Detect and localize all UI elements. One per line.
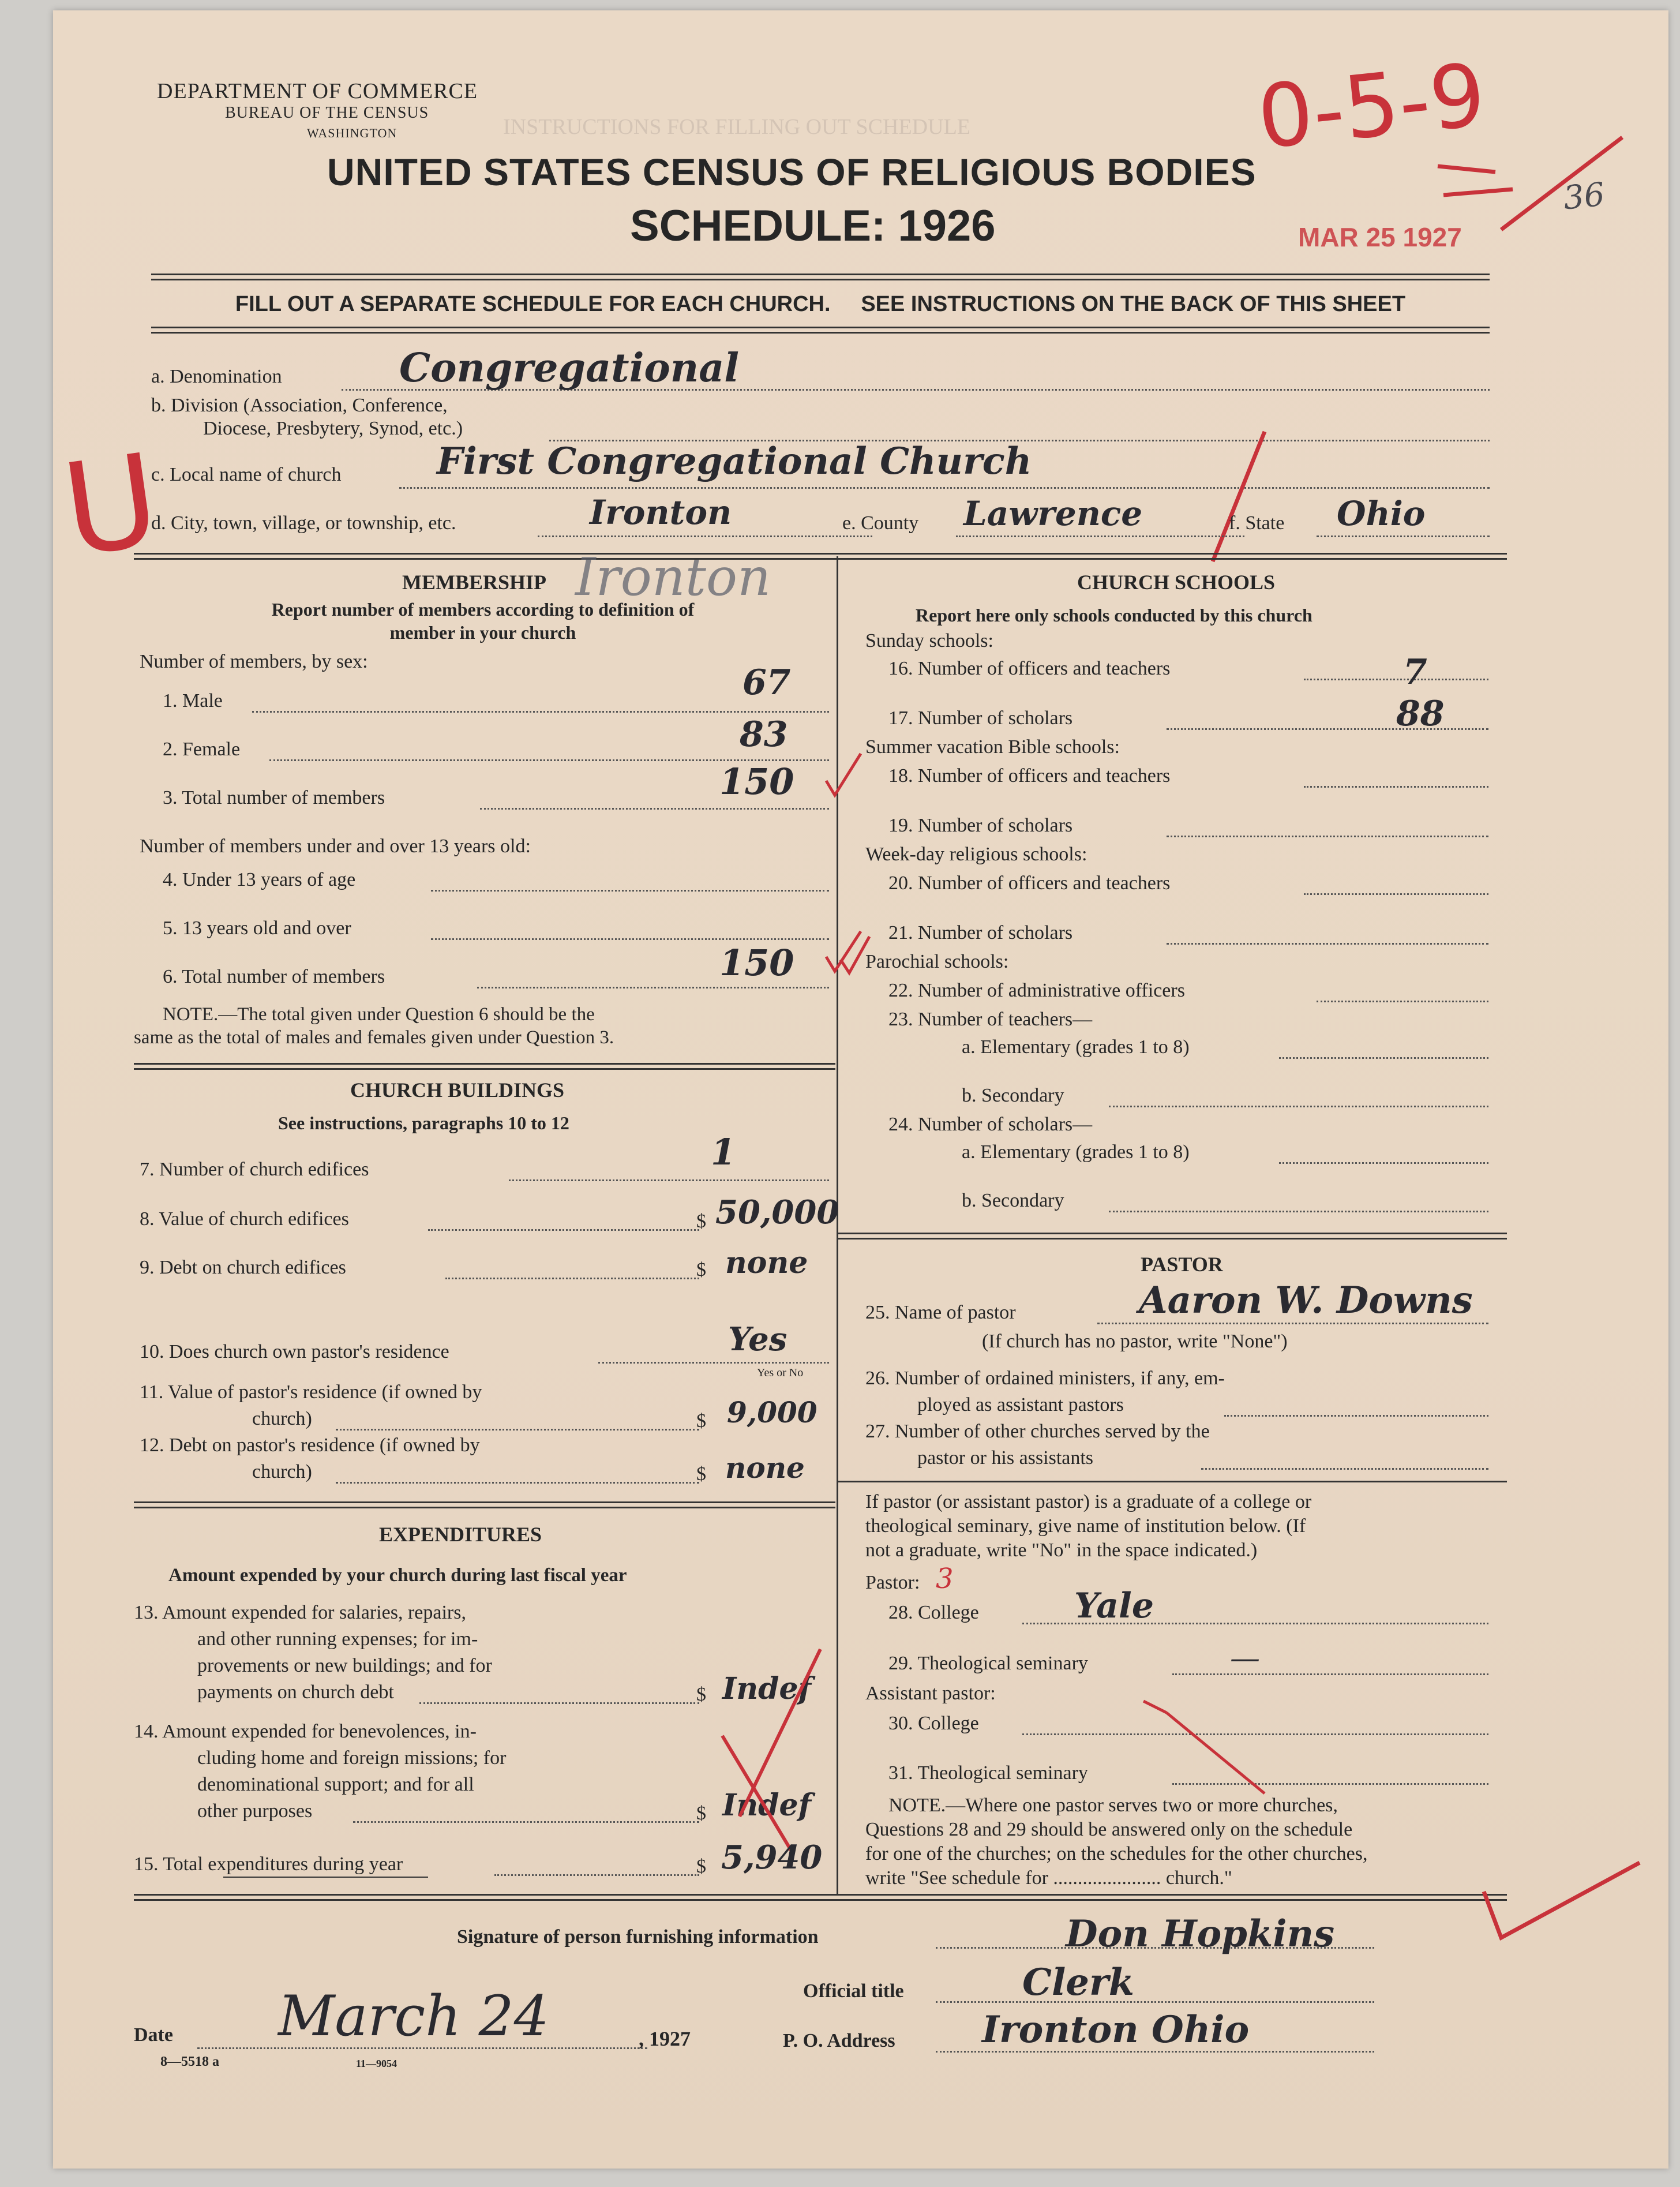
graduate-note-2: theological seminary, give name of institution below. (If	[865, 1515, 1306, 1537]
q1-line	[252, 711, 829, 713]
q9-label: 9. Debt on church edifices	[140, 1257, 346, 1278]
q16-value[interactable]: 7	[1403, 652, 1427, 692]
q27-label-1: 27. Number of other churches served by the	[865, 1421, 1210, 1442]
membership-rule	[134, 1063, 835, 1070]
official-title-label: Official title	[803, 1980, 904, 2002]
q14-label-3: denominational support; and for all	[197, 1774, 474, 1795]
q21-line	[1167, 943, 1488, 945]
q17-label: 17. Number of scholars	[888, 707, 1073, 729]
membership-sub-2: member in your church	[389, 622, 576, 643]
po-address-label: P. O. Address	[783, 2030, 895, 2051]
q4-label: 4. Under 13 years of age	[163, 869, 356, 890]
q20-line	[1304, 893, 1488, 895]
q22-line	[1317, 1001, 1488, 1002]
weekday-schools-label: Week-day religious schools:	[865, 844, 1088, 865]
q3-value[interactable]: 150	[719, 761, 794, 803]
pastor-note-4: write "See schedule for ...................... church."	[865, 1867, 1232, 1889]
q2-value[interactable]: 83	[740, 714, 788, 755]
q14-label-1: 14. Amount expended for benevolences, in-	[134, 1721, 477, 1742]
q5-label: 5. 13 years old and over	[163, 918, 351, 939]
q14-value[interactable]: Indef	[722, 1788, 811, 1823]
q12-dollar: $	[696, 1463, 706, 1485]
q1-label: 1. Male	[163, 690, 223, 711]
q14-label-4: other purposes	[197, 1800, 313, 1822]
q23b-label: b. Secondary	[962, 1085, 1064, 1106]
q26-label-1: 26. Number of ordained ministers, if any, em-	[865, 1368, 1225, 1389]
denomination-value[interactable]: Congregational	[399, 345, 740, 391]
q12-label-2: church)	[252, 1461, 312, 1482]
q5-line	[431, 938, 829, 940]
red-check-signature	[1478, 1851, 1651, 1955]
q30-label: 30. College	[888, 1713, 979, 1734]
q10-label: 10. Does church own pastor's residence	[140, 1341, 449, 1362]
q2-label: 2. Female	[163, 739, 241, 760]
pastor-red-mark: 3	[936, 1563, 954, 1595]
q27-label-2: pastor or his assistants	[917, 1447, 1094, 1469]
q24b-label: b. Secondary	[962, 1190, 1064, 1211]
q13-value[interactable]: Indef	[722, 1671, 811, 1706]
date-value[interactable]: March 24	[278, 1984, 549, 2049]
expenditures-heading: EXPENDITURES	[379, 1523, 542, 1546]
q13-dollar: $	[696, 1684, 706, 1705]
q17-value[interactable]: 88	[1396, 694, 1445, 734]
q25-value[interactable]: Aaron W. Downs	[1139, 1279, 1473, 1322]
state-line	[1317, 535, 1490, 537]
denomination-label: a. Denomination	[151, 366, 282, 387]
q8-value[interactable]: 50,000	[715, 1193, 839, 1231]
bleed-through-title: INSTRUCTIONS FOR FILLING OUT SCHEDULE	[503, 115, 970, 139]
q8-line	[428, 1229, 699, 1231]
parochial-schools-label: Parochial schools:	[865, 951, 1009, 972]
red-slash-mark	[1195, 426, 1276, 570]
schools-sub: Report here only schools conducted by this church	[916, 605, 1312, 626]
red-x-strike	[705, 1643, 855, 1863]
q15-dollar: $	[696, 1856, 706, 1877]
q23a-line	[1279, 1057, 1488, 1059]
q26-label-2: ployed as assistant pastors	[917, 1394, 1124, 1415]
q24a-line	[1279, 1162, 1488, 1164]
graduate-note-1: If pastor (or assistant pastor) is a graduate of a college or	[865, 1491, 1312, 1512]
red-strike-assistant	[1138, 1695, 1288, 1799]
q14-dollar: $	[696, 1803, 706, 1824]
instruction-line: FILL OUT A SEPARATE SCHEDULE FOR EACH CHURCH. SEE INSTRUCTIONS ON THE BACK OF THIS SHEET	[235, 292, 1406, 316]
q23a-label: a. Elementary (grades 1 to 8)	[962, 1036, 1190, 1058]
q15-underline	[223, 1877, 428, 1878]
division-label-1: b. Division (Association, Conference,	[151, 395, 448, 416]
expenditures-sub: Amount expended by your church during last fiscal year	[168, 1565, 627, 1586]
print-number: 11—9054	[356, 2058, 397, 2069]
q12-line	[336, 1482, 699, 1484]
red-tick-q3	[820, 749, 867, 801]
q19-line	[1167, 836, 1488, 837]
q23b-line	[1109, 1106, 1488, 1107]
q31-label: 31. Theological seminary	[888, 1762, 1088, 1784]
members-by-age-label: Number of members under and over 13 years old:	[140, 836, 531, 857]
q24a-label: a. Elementary (grades 1 to 8)	[962, 1141, 1190, 1163]
church-name-label: c. Local name of church	[151, 464, 342, 485]
q18-label: 18. Number of officers and teachers	[888, 765, 1171, 787]
q15-line	[494, 1874, 699, 1876]
schools-heading: CHURCH SCHOOLS	[1077, 571, 1276, 594]
county-value[interactable]: Lawrence	[963, 494, 1143, 533]
buildings-heading: CHURCH BUILDINGS	[350, 1078, 565, 1102]
q6-value[interactable]: 150	[719, 942, 794, 984]
q26-line	[1224, 1415, 1488, 1417]
header-rule	[151, 274, 1490, 280]
q12-value[interactable]: none	[725, 1451, 805, 1485]
census-form-sheet	[53, 10, 1668, 2169]
q8-dollar: $	[696, 1211, 706, 1232]
q24-label: 24. Number of scholars—	[888, 1114, 1093, 1135]
membership-sub-1: Report number of members according to definition of	[271, 599, 695, 620]
state-value[interactable]: Ohio	[1337, 494, 1426, 533]
q20-label: 20. Number of officers and teachers	[888, 872, 1171, 894]
date-year: , 1927	[639, 2027, 691, 2050]
q13-line	[419, 1702, 699, 1704]
file-number-annotation: 0-5-9	[1252, 44, 1490, 169]
buildings-sub: See instructions, paragraphs 10 to 12	[278, 1113, 569, 1133]
q19-label: 19. Number of scholars	[888, 815, 1073, 836]
church-name-value[interactable]: First Congregational Church	[437, 440, 1032, 483]
members-by-sex-label: Number of members, by sex:	[140, 651, 368, 672]
division-label-2: Diocese, Presbytery, Synod, etc.)	[203, 418, 463, 439]
q10-value[interactable]: Yes	[728, 1320, 787, 1358]
q9-line	[445, 1278, 699, 1279]
q13-label-2: and other running expenses; for im-	[197, 1628, 478, 1650]
q29-line	[1172, 1673, 1488, 1675]
q6-label: 6. Total number of members	[163, 966, 385, 987]
q12-label-1: 12. Debt on pastor's residence (if owned by	[140, 1435, 480, 1456]
form-number: 8—5518 a	[160, 2054, 219, 2069]
pastor-note-3: for one of the churches; on the schedules for the other churches,	[865, 1843, 1368, 1864]
state-label: f. State	[1229, 512, 1285, 534]
summer-schools-label: Summer vacation Bible schools:	[865, 736, 1120, 758]
q7-value[interactable]: 1	[711, 1131, 736, 1173]
q22-label: 22. Number of administrative officers	[888, 980, 1185, 1001]
assistant-pastor-subheading: Assistant pastor:	[865, 1683, 996, 1704]
q3-label: 3. Total number of members	[163, 787, 385, 808]
po-address-value[interactable]: Ironton Ohio	[982, 2008, 1250, 2051]
q9-value[interactable]: none	[725, 1245, 808, 1280]
q25-label: 25. Name of pastor	[865, 1302, 1016, 1323]
footer-rule	[134, 1894, 1507, 1901]
received-date-stamp: MAR 25 1927	[1298, 222, 1462, 252]
city-value[interactable]: Ironton	[590, 493, 732, 532]
membership-note-1: NOTE.—The total given under Question 6 should be the	[163, 1004, 595, 1025]
q11-line	[336, 1429, 699, 1430]
department-name: DEPARTMENT OF COMMERCE	[157, 79, 478, 103]
signature-value[interactable]: Don Hopkins	[1066, 1912, 1335, 1956]
sunday-schools-label: Sunday schools:	[865, 630, 993, 651]
red-check-mark	[1426, 126, 1634, 253]
q10-line	[598, 1362, 829, 1364]
city-label: d. City, town, village, or township, etc.	[151, 512, 456, 534]
pencil-number-annotation: 36	[1561, 175, 1607, 218]
q15-label: 15. Total expenditures during year	[134, 1853, 403, 1875]
q16-line	[1304, 679, 1488, 680]
q18-line	[1304, 786, 1488, 788]
q8-label: 8. Value of church edifices	[140, 1208, 349, 1230]
pastor-rule	[838, 1481, 1507, 1482]
q14-label-2: cluding home and foreign missions; for	[197, 1747, 507, 1769]
membership-note-2: same as the total of males and females given under Question 3.	[134, 1027, 614, 1048]
church-name-line	[399, 487, 1490, 489]
q6-line	[477, 987, 829, 988]
schedule-title: SCHEDULE: 1926	[630, 201, 996, 250]
date-label: Date	[134, 2024, 173, 2046]
q11-value[interactable]: 9,000	[727, 1395, 817, 1429]
q3-line	[480, 808, 829, 810]
q27-line	[1201, 1468, 1488, 1470]
graduate-note-3: not a graduate, write "No" in the space indicated.)	[865, 1540, 1258, 1561]
q7-line	[509, 1179, 829, 1181]
bureau-name: BUREAU OF THE CENSUS	[225, 104, 429, 122]
q11-label-1: 11. Value of pastor's residence (if owned by	[140, 1381, 482, 1403]
q11-label-2: church)	[252, 1408, 312, 1429]
q14-line	[353, 1821, 699, 1823]
county-label: e. County	[842, 512, 919, 534]
pastor-subheading: Pastor:	[865, 1572, 920, 1593]
instruction-rule	[151, 327, 1490, 334]
official-title-line	[936, 2001, 1374, 2003]
county-line	[956, 535, 1244, 537]
q13-label-3: provements or new buildings; and for	[197, 1655, 492, 1676]
q13-label-4: payments on church debt	[197, 1682, 394, 1703]
left-margin-annotation: U	[54, 426, 168, 585]
q16-label: 16. Number of officers and teachers	[888, 658, 1171, 679]
red-tick-q6	[820, 928, 872, 980]
q11-dollar: $	[696, 1410, 706, 1432]
q23-label: 23. Number of teachers—	[888, 1009, 1093, 1030]
city-line	[538, 535, 872, 537]
q25-note: (If church has no pastor, write "None")	[982, 1331, 1288, 1352]
yes-no-hint: Yes or No	[757, 1366, 804, 1379]
q29-value[interactable]: —	[1230, 1641, 1260, 1676]
schools-rule	[838, 1233, 1507, 1239]
form-title: UNITED STATES CENSUS OF RELIGIOUS BODIES	[327, 151, 1257, 193]
q28-label: 28. College	[888, 1602, 979, 1623]
pastor-note-2: Questions 28 and 29 should be answered only on the schedule	[865, 1819, 1353, 1840]
q4-line	[431, 890, 829, 892]
q13-label-1: 13. Amount expended for salaries, repairs,	[134, 1602, 466, 1623]
membership-heading: MEMBERSHIP	[402, 571, 547, 594]
q1-value[interactable]: 67	[742, 662, 791, 703]
city-pencil-note: Ironton	[575, 547, 771, 608]
q25-line	[1097, 1323, 1488, 1324]
pastor-heading: PASTOR	[1141, 1253, 1223, 1276]
q21-label: 21. Number of scholars	[888, 922, 1073, 943]
city-name: WASHINGTON	[307, 126, 397, 140]
signature-label: Signature of person furnishing information	[457, 1926, 819, 1948]
q29-label: 29. Theological seminary	[888, 1653, 1088, 1674]
buildings-rule	[134, 1501, 835, 1508]
q7-label: 7. Number of church edifices	[140, 1159, 369, 1180]
q9-dollar: $	[696, 1259, 706, 1280]
section-rule-top	[134, 553, 1507, 560]
q24b-line	[1109, 1211, 1488, 1212]
q15-value[interactable]: 5,940	[721, 1838, 823, 1877]
pastor-note-1: NOTE.—Where one pastor serves two or more churches,	[888, 1795, 1338, 1816]
q28-value[interactable]: Yale	[1074, 1586, 1154, 1626]
official-title-value[interactable]: Clerk	[1022, 1961, 1135, 2004]
